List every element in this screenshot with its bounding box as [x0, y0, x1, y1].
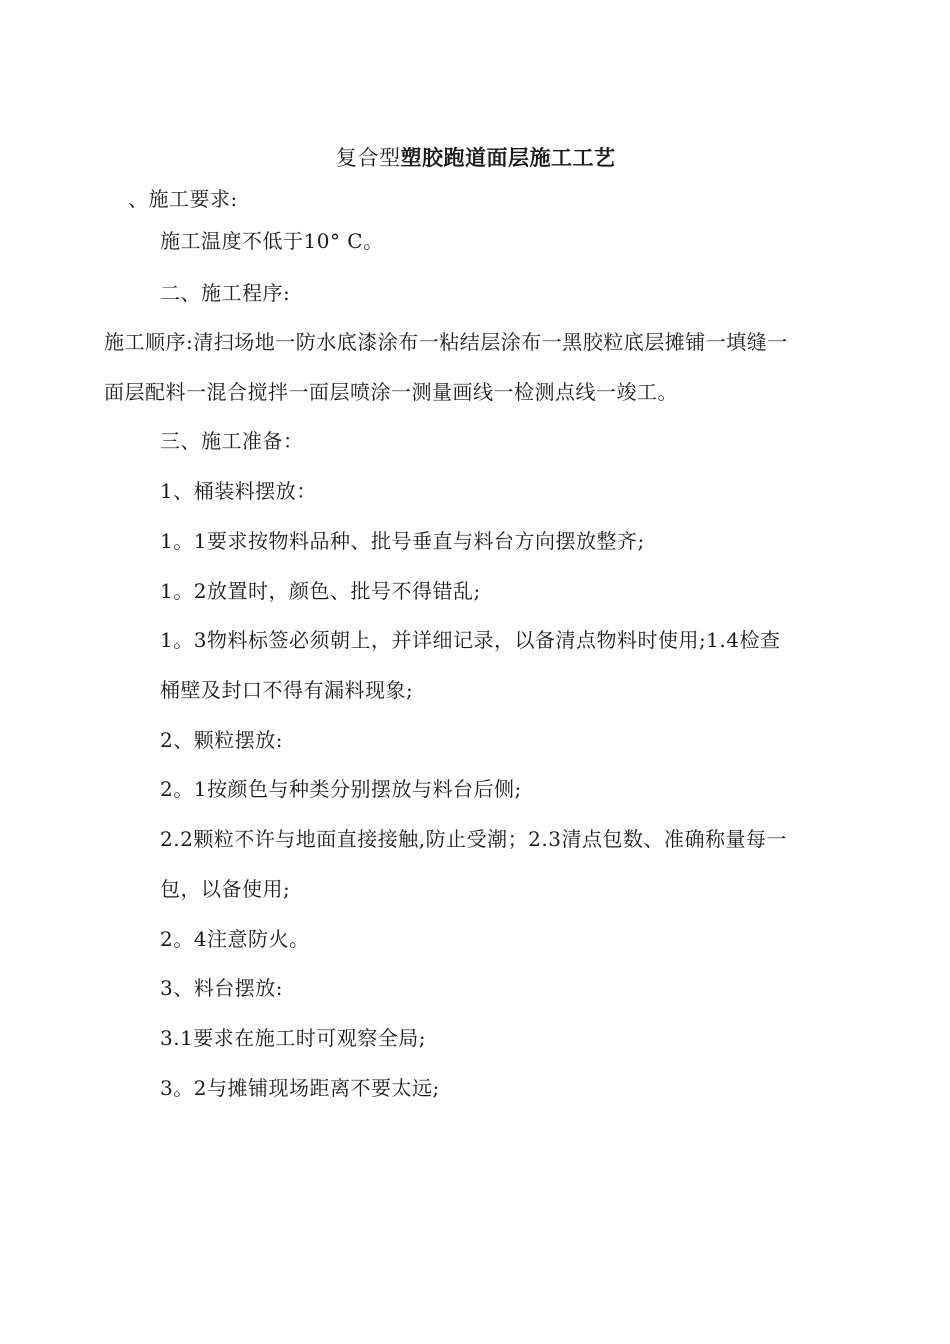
section-3-heading: 三、施工准备： [160, 429, 304, 453]
list-item: 2。1按颜色与种类分别摆放与料台后侧; [160, 777, 522, 801]
list-item: 3.1要求在施工时可观察全局; [160, 1026, 427, 1050]
list-item: 1。2放置时，颜色、批号不得错乱; [160, 579, 481, 603]
paragraph-line: 施工温度不低于10° C。 [160, 229, 384, 253]
list-item: 3。2与摊铺现场距离不要太远; [160, 1076, 440, 1100]
title-part-2: 塑胶跑道面层施工工艺 [400, 145, 616, 170]
section-2-heading: 二、施工程序: [160, 281, 291, 305]
list-item: 2。4注意防火。 [160, 927, 310, 951]
subsection-heading: 2、颗粒摆放: [160, 728, 283, 752]
list-item: 包，以备使用; [160, 877, 291, 901]
list-item: 桶壁及封口不得有漏料现象; [160, 678, 414, 702]
section-1-heading: 、施工要求: [128, 187, 238, 211]
document-title [336, 145, 616, 171]
paragraph-line: 面层配料一混合搅拌一面层喷涂一测量画线一检测点线一竣工。 [104, 380, 678, 404]
list-item: 2.2颗粒不许与地面直接接触,防止受潮；2.3清点包数、准确称量每一 [160, 827, 787, 851]
subsection-heading: 3、料台摆放: [160, 976, 283, 1000]
list-item: 1。3物料标签必须朝上，并详细记录，以备清点物料时使用;1.4检查 [160, 628, 781, 652]
title-part-1: 复合型 [336, 146, 401, 170]
paragraph-line: 施工顺序:清扫场地一防水底漆涂布一粘结层涂布一黑胶粒底层摊铺一填缝一 [104, 330, 788, 354]
list-item: 1。1要求按物料品种、批号垂直与料台方向摆放整齐; [160, 529, 645, 553]
subsection-heading: 1、桶装料摆放： [160, 479, 317, 503]
